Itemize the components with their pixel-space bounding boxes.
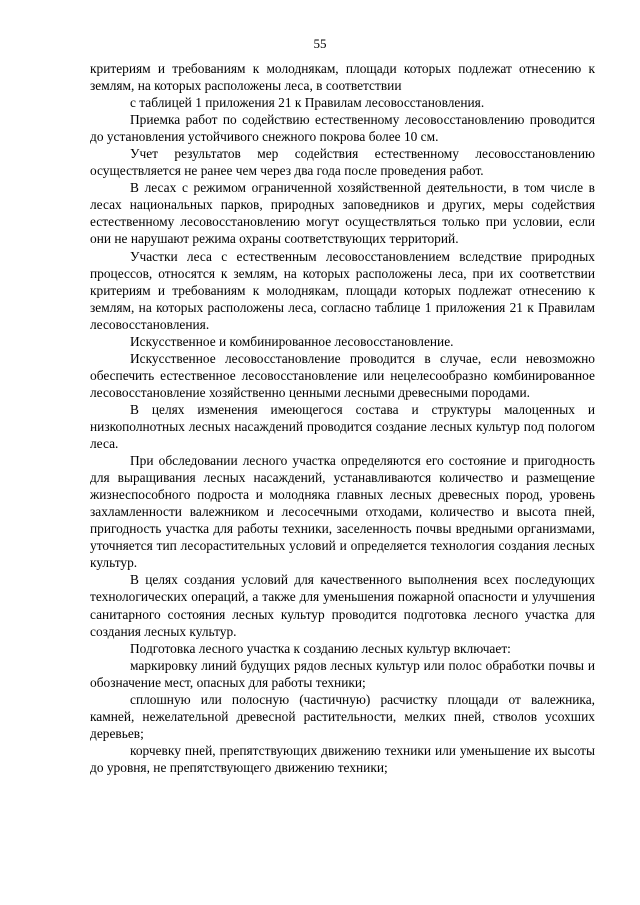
paragraph: Подготовка лесного участка к созданию лесных культур включает: [130, 640, 511, 656]
paragraph: Искусственное лесовосстановление проводится в случае, если невозможно обеспечить естественное лесовосстановление или нецелесообразно комбинированное лесовосстановление хозяйственно ценными лесными древесными породами. [90, 350, 595, 400]
paragraph: Искусственное и комбинированное лесовосстановление. [130, 333, 454, 349]
paragraph: При обследовании лесного участка определяются его состояние и пригодность для выращивания лесных насаждений, устанавливаются количество и размещение жизнеспособного подроста и молодняка главных лесных древесных пород, уровень захламленности валежником и лесосечными отходами, количество и высота пней, пригодность участка для работы техники, заселенность почвы вредными организмами, уточняется тип лесорастительных условий и определяется технология создания лесных культур. [90, 453, 595, 571]
paragraph: с таблицей 1 приложения 21 к Правилам лесовосстановления. [130, 95, 485, 111]
document-body [90, 60, 595, 776]
paragraph: В целях изменения имеющегося состава и структуры малоценных и низкополнотных лесных насаждений проводится создание лесных культур под пологом леса. [90, 401, 595, 452]
page-number: 55 [313, 36, 327, 51]
paragraph: Учет результатов мер содействия естественному лесовосстановлению осуществляется не ранее чем через два года после проведения работ. [90, 146, 595, 179]
paragraph: Участки леса с естественным лесовосстановлением вследствие природных процессов, относятся к землям, на которых расположены леса, при их соответствии критериям и требованиям к молоднякам, площади которых подлежат отнесению к землям, на которых расположены леса, согласно таблице 1 приложения 21 к Правилам лесовосстановления. [90, 248, 595, 332]
paragraph: Приемка работ по содействию естественному лесовосстановлению проводится до установления устойчивого снежного покрова более 10 см. [90, 112, 595, 145]
paragraph: В целях создания условий для качественного выполнения всех последующих технологических операций, а также для уменьшения пожарной опасности и улучшения санитарного состояния лесных культур проводится подготовка лесного участка для создания лесных культур. [90, 572, 595, 639]
paragraph: критериям и требованиям к молоднякам, площади которых подлежат отнесению к землям, на которых расположены леса, в соответствии [90, 61, 595, 94]
list-item: маркировку линий будущих рядов лесных культур или полос обработки почвы и обозначение мест, опасных для работы техники; [90, 657, 595, 690]
paragraph: В лесах с режимом ограниченной хозяйственной деятельности, в том числе в лесах национальных парков, природных заповедников и других, меры содействия естественному лесовосстановлению могут осуществляться только при условии, если они не нарушают режима охраны соответствующих территорий. [90, 180, 595, 247]
list-item: корчевку пней, препятствующих движению техники или уменьшение их высоты до уровня, не препятствующего движению техники; [90, 742, 595, 775]
list-item: сплошную или полосную (частичную) расчистку площади от валежника, камней, нежелательной древесной растительности, мелких пней, стволов усохших деревьев; [90, 691, 595, 741]
